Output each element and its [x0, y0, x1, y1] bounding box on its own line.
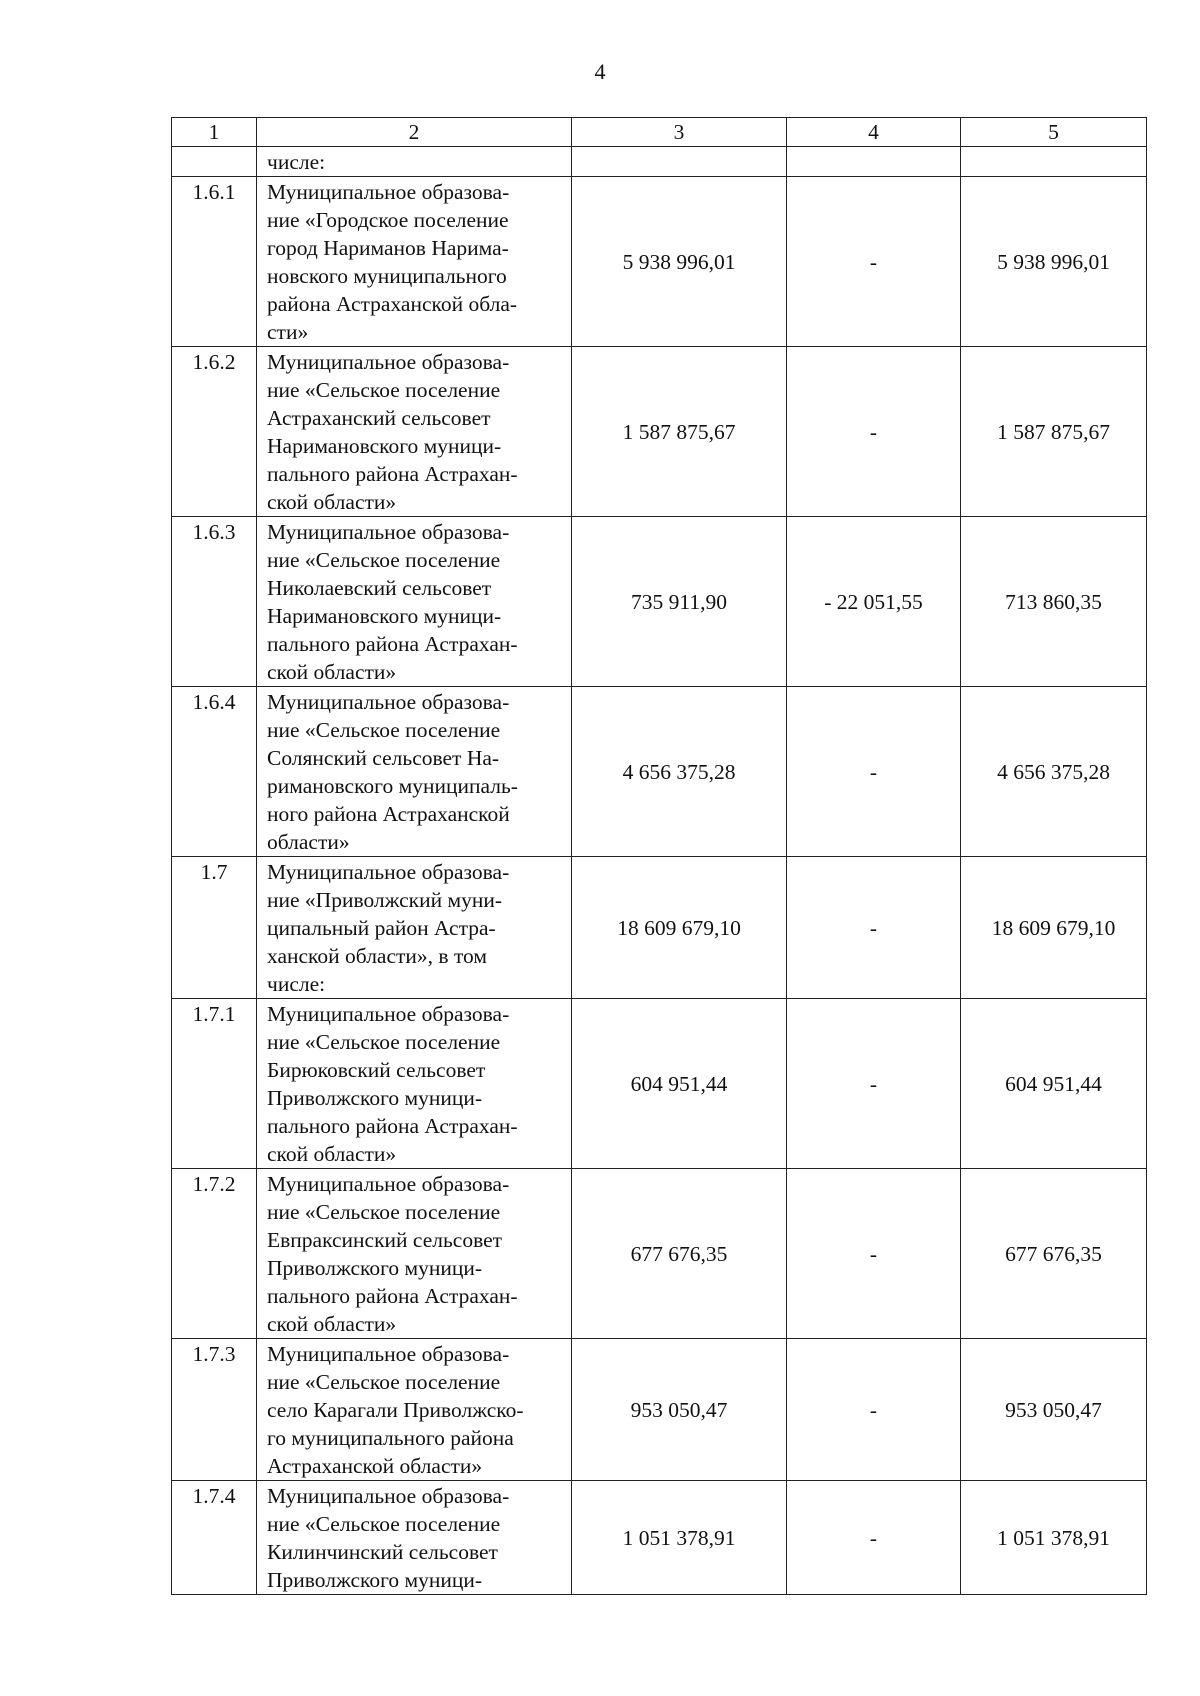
amount-col4: -: [787, 1339, 961, 1481]
amount-col5: 5 938 996,01: [961, 177, 1147, 347]
municipality-name: [257, 687, 572, 857]
table-row: [172, 1481, 1147, 1595]
amount-col3: 953 050,47: [572, 1339, 787, 1481]
table-row: [172, 517, 1147, 687]
municipality-name-line: пального района Астрахан-: [267, 1114, 518, 1138]
municipality-name-line: Николаевский сельсовет: [267, 576, 492, 600]
table-row: [172, 1169, 1147, 1339]
amount-col5: 1 051 378,91: [961, 1481, 1147, 1595]
municipality-name: [257, 177, 572, 347]
amount-col4: -: [787, 1169, 961, 1339]
municipality-name: [257, 1169, 572, 1339]
municipality-name-line: области»: [267, 830, 350, 854]
municipality-name: [257, 1481, 572, 1595]
municipality-name: [257, 517, 572, 687]
amount-col3: 4 656 375,28: [572, 687, 787, 857]
amount-col3: 18 609 679,10: [572, 857, 787, 999]
row-number: 1.6.4: [172, 687, 257, 857]
row-number: 1.6.1: [172, 177, 257, 347]
municipality-name-line: ской области»: [267, 1142, 397, 1166]
amount-col4: -: [787, 687, 961, 857]
amount-col4: -: [787, 857, 961, 999]
municipality-name-line: ного района Астраханской: [267, 802, 510, 826]
amount-col3: 1 051 378,91: [572, 1481, 787, 1595]
continuation-text: числе:: [257, 147, 572, 177]
municipality-name-line: Приволжского муници-: [267, 1086, 483, 1110]
municipality-name-line: района Астраханской обла-: [267, 292, 518, 316]
municipality-name: [257, 1339, 572, 1481]
column-header-1: 1: [172, 118, 257, 147]
amount-col3: 1 587 875,67: [572, 347, 787, 517]
municipality-name-line: пального района Астрахан-: [267, 462, 518, 486]
municipality-name-line: ние «Сельское поселение: [267, 1200, 501, 1224]
municipality-name-line: римановского муниципаль-: [267, 774, 518, 798]
municipality-name-line: Астраханской области»: [267, 1454, 483, 1478]
municipality-name-line: ципальный район Астра-: [267, 916, 496, 940]
municipality-name-line: Бирюковский сельсовет: [267, 1058, 486, 1082]
municipality-name-line: Килинчинский сельсовет: [267, 1540, 498, 1564]
municipality-name-line: Муниципальное образова-: [267, 520, 510, 544]
page-number: 4: [594, 59, 606, 84]
amount-col3: 604 951,44: [572, 999, 787, 1169]
municipality-name-line: числе:: [267, 972, 326, 996]
column-header-3: 3: [572, 118, 787, 147]
municipality-name-line: Наримановского муници-: [267, 434, 502, 458]
column-header-2: 2: [257, 118, 572, 147]
row-number: 1.7.2: [172, 1169, 257, 1339]
column-header-4: 4: [787, 118, 961, 147]
municipality-name-line: Муниципальное образова-: [267, 1342, 510, 1366]
municipality-name-line: Приволжского муници-: [267, 1568, 483, 1592]
continuation-row: [172, 147, 1147, 177]
municipality-name-line: сти»: [267, 320, 309, 344]
amount-col5: 4 656 375,28: [961, 687, 1147, 857]
municipality-name-line: ние «Городское поселение: [267, 208, 509, 232]
amount-col5: 713 860,35: [961, 517, 1147, 687]
amount-col3: 735 911,90: [572, 517, 787, 687]
municipality-name-line: Наримановского муници-: [267, 604, 502, 628]
row-number: 1.6.2: [172, 347, 257, 517]
municipality-name-line: пального района Астрахан-: [267, 1284, 518, 1308]
municipality-name-line: село Карагали Приволжско-: [267, 1398, 524, 1422]
amount-col5: 18 609 679,10: [961, 857, 1147, 999]
amount-col3: 5 938 996,01: [572, 177, 787, 347]
table-header-row: [172, 118, 1147, 147]
continuation-col5-cell: [961, 147, 1147, 177]
municipality-name-line: Муниципальное образова-: [267, 860, 510, 884]
municipality-name-line: Муниципальное образова-: [267, 1002, 510, 1026]
table-row: [172, 999, 1147, 1169]
amount-col5: 953 050,47: [961, 1339, 1147, 1481]
column-header-5: 5: [961, 118, 1147, 147]
municipality-name-line: ние «Сельское поселение: [267, 1512, 501, 1536]
row-number: 1.7.4: [172, 1481, 257, 1595]
municipality-name-line: ние «Сельское поселение: [267, 1370, 501, 1394]
continuation-col4-cell: [787, 147, 961, 177]
table-row: [172, 347, 1147, 517]
municipality-name: [257, 999, 572, 1169]
municipality-name-line: ние «Приволжский муни-: [267, 888, 503, 912]
amount-col4: -: [787, 347, 961, 517]
row-number: 1.7: [172, 857, 257, 999]
municipality-name-line: ской области»: [267, 660, 397, 684]
amount-col5: 1 587 875,67: [961, 347, 1147, 517]
municipality-name-line: ханской области», в том: [267, 944, 487, 968]
row-number: 1.7.3: [172, 1339, 257, 1481]
municipality-name-line: город Нариманов Нарима-: [267, 236, 509, 260]
municipality-name-line: ние «Сельское поселение: [267, 378, 501, 402]
municipality-name-line: пального района Астрахан-: [267, 632, 518, 656]
table-row: [172, 1339, 1147, 1481]
municipality-name-line: Муниципальное образова-: [267, 180, 510, 204]
municipality-name-line: го муниципального района: [267, 1426, 514, 1450]
municipality-name-line: ние «Сельское поселение: [267, 548, 501, 572]
budget-table: [171, 117, 1147, 1595]
amount-col5: 677 676,35: [961, 1169, 1147, 1339]
municipality-name-line: Муниципальное образова-: [267, 1484, 510, 1508]
amount-col4: - 22 051,55: [787, 517, 961, 687]
table-row: [172, 687, 1147, 857]
municipality-name-line: новского муниципального: [267, 264, 507, 288]
amount-col5: 604 951,44: [961, 999, 1147, 1169]
municipality-name-line: Евпраксинский сельсовет: [267, 1228, 503, 1252]
row-number: 1.7.1: [172, 999, 257, 1169]
amount-col4: -: [787, 999, 961, 1169]
table-row: [172, 857, 1147, 999]
amount-col3: 677 676,35: [572, 1169, 787, 1339]
municipality-name: [257, 347, 572, 517]
continuation-col3-cell: [572, 147, 787, 177]
municipality-name-line: ской области»: [267, 490, 397, 514]
municipality-name-line: Солянский сельсовет На-: [267, 746, 500, 770]
municipality-name: [257, 857, 572, 999]
row-number: 1.6.3: [172, 517, 257, 687]
municipality-name-line: ние «Сельское поселение: [267, 1030, 501, 1054]
municipality-name-line: ние «Сельское поселение: [267, 718, 501, 742]
continuation-num-cell: [172, 147, 257, 177]
amount-col4: -: [787, 177, 961, 347]
table-row: [172, 177, 1147, 347]
municipality-name-line: Приволжского муници-: [267, 1256, 483, 1280]
municipality-name-line: Муниципальное образова-: [267, 350, 510, 374]
municipality-name-line: ской области»: [267, 1312, 397, 1336]
amount-col4: -: [787, 1481, 961, 1595]
municipality-name-line: Астраханский сельсовет: [267, 406, 491, 430]
municipality-name-line: Муниципальное образова-: [267, 1172, 510, 1196]
municipality-name-line: Муниципальное образова-: [267, 690, 510, 714]
